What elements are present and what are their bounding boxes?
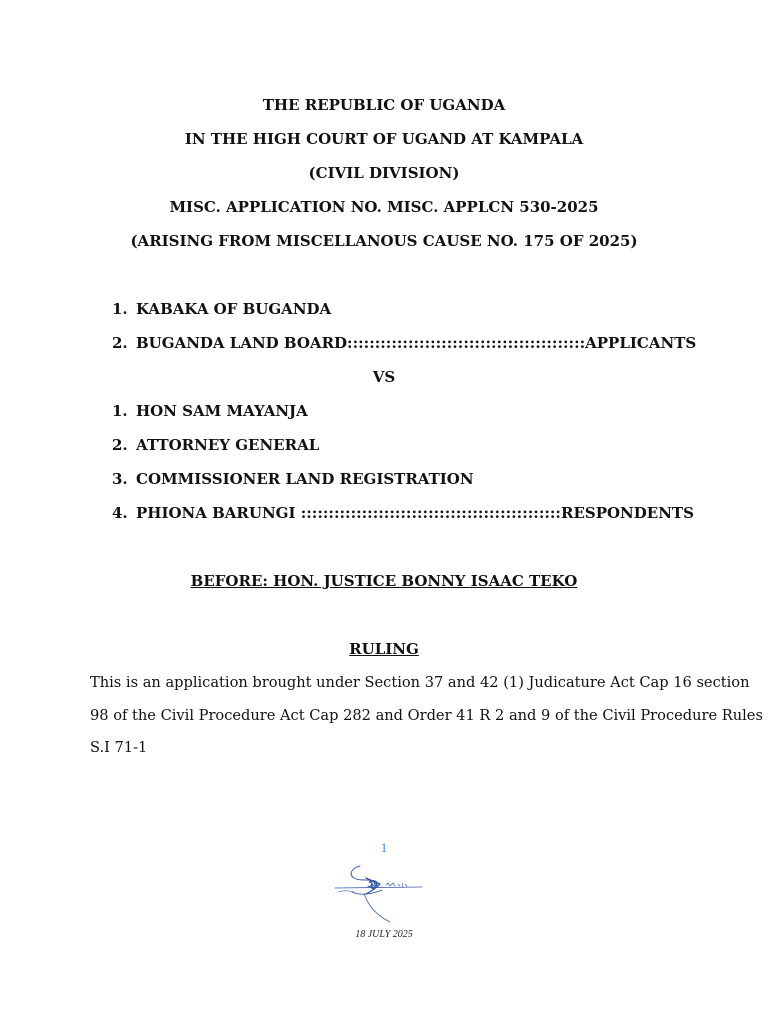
signature-image	[330, 858, 430, 928]
respondent-2	[112, 435, 319, 455]
header-arising-from: (ARISING FROM MISCELLANOUS CAUSE NO. 175 OF 2025)	[130, 232, 638, 250]
respondent-2-number: 2.	[112, 436, 128, 454]
respondent-4-name: PHIONA BARUNGI :::::::::::::::::::::::::::::::::::::::::::::::RESPONDENTS	[136, 504, 694, 522]
page-number: 1	[380, 840, 388, 855]
applicant-1-number: 1.	[112, 300, 128, 318]
applicant-2-number: 2.	[112, 334, 128, 352]
before-justice: BEFORE: HON. JUSTICE BONNY ISAAC TEKO	[190, 572, 578, 590]
respondent-4-number: 4.	[112, 504, 128, 522]
ruling-heading: RULING	[349, 640, 419, 658]
header-court: IN THE HIGH COURT OF UGAND AT KAMPALA	[184, 130, 584, 148]
body-line-2: 98 of the Civil Procedure Act Cap 282 and Order 41 R 2 and 9 of the Civil Procedure Rules	[90, 707, 763, 724]
applicant-1	[112, 299, 331, 319]
respondent-3-name: COMMISSIONER LAND REGISTRATION	[136, 470, 474, 488]
respondent-1-name: HON SAM MAYANJA	[136, 402, 308, 420]
body-line-3: S.I 71-1	[90, 739, 148, 756]
applicant-1-name: KABAKA OF BUGANDA	[136, 300, 332, 318]
signature-date: 18 JULY 2025	[355, 929, 413, 940]
respondent-3-number: 3.	[112, 470, 128, 488]
header-republic: THE REPUBLIC OF UGANDA	[262, 96, 506, 114]
body-line-1: This is an application brought under Section 37 and 42 (1) Judicature Act Cap 16 section	[90, 674, 750, 691]
header-division: (CIVIL DIVISION)	[308, 164, 460, 182]
respondent-1	[112, 401, 308, 421]
respondent-2-name: ATTORNEY GENERAL	[136, 436, 320, 454]
respondent-3	[112, 469, 474, 489]
applicant-2-name: BUGANDA LAND BOARD:::::::::::::::::::::::::::::::::::::::::::APPLICANTS	[136, 334, 697, 352]
respondent-1-number: 1.	[112, 402, 128, 420]
applicant-2	[112, 333, 696, 353]
versus-label: VS	[372, 368, 396, 386]
header-application-number: MISC. APPLICATION NO. MISC. APPLCN 530-2025	[169, 198, 599, 216]
respondent-4	[112, 503, 694, 523]
